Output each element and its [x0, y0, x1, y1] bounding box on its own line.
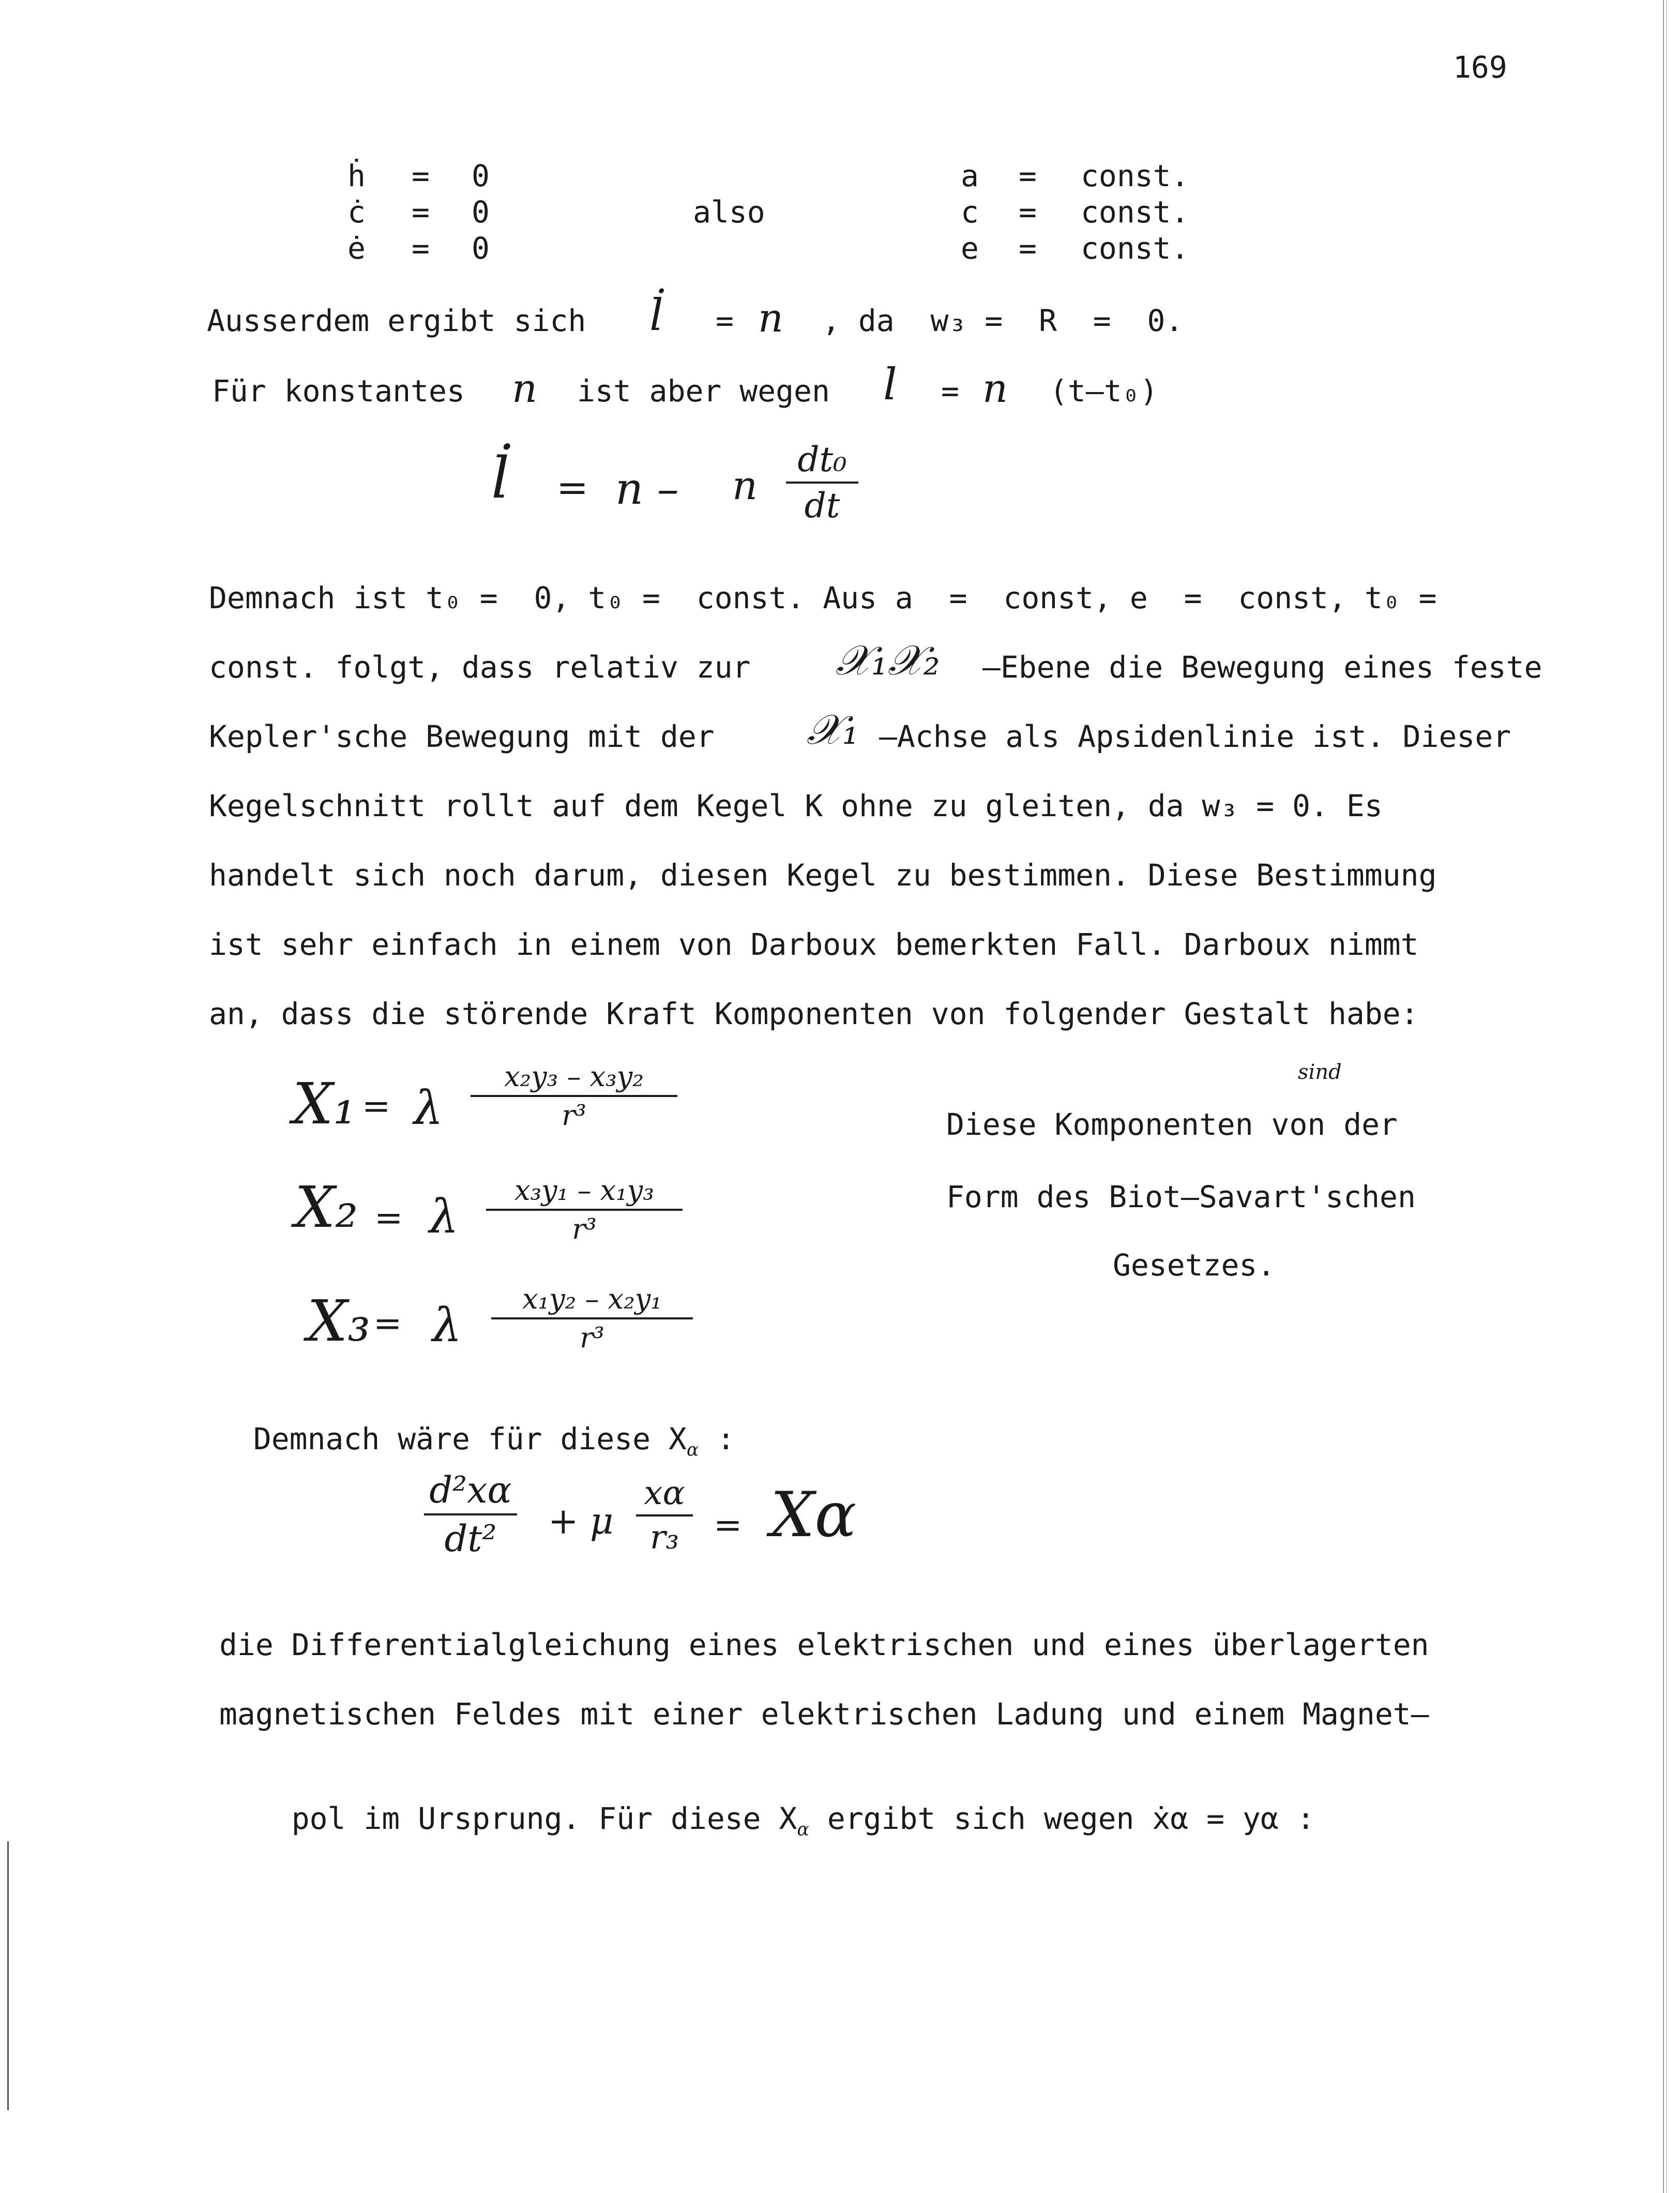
force-eq-lambda: λ — [432, 1298, 462, 1353]
diff-eq-num-2: xα — [644, 1474, 685, 1512]
force-eq-num: x₁y₂ – x₂y₁ — [522, 1283, 662, 1315]
fraction-bar — [786, 482, 858, 484]
side-note-line: Gesetzes. — [1113, 1248, 1276, 1283]
eq-left-2-eq: = — [412, 194, 430, 230]
side-note-line: Form des Biot–Savart'schen — [946, 1179, 1416, 1214]
eq-l-dot-num: dt₀ — [797, 440, 847, 479]
force-eq-fraction — [486, 1174, 683, 1245]
diff-eq-den-1: dt² — [444, 1518, 497, 1560]
force-eq-lambda: λ — [429, 1190, 459, 1244]
force-eq-eq: = — [362, 1086, 391, 1126]
force-eq-num: x₃y₁ – x₁y₃ — [514, 1174, 654, 1207]
page-edge-line — [1663, 0, 1664, 2193]
fraction-bar — [636, 1514, 693, 1516]
eq-l-dot-term2: n — [732, 462, 758, 508]
fuer-eq: = — [941, 373, 959, 409]
diff-eq-fraction-1 — [424, 1469, 517, 1560]
alpha-subscript: α — [797, 1819, 809, 1840]
eq-right-1-eq: = — [1019, 158, 1037, 193]
line-demnach-waere — [217, 1386, 735, 1461]
paragraph-line: Kegelschnitt rollt auf dem Kegel K ohne zu gleiten, da w₃ = 0. Es — [209, 788, 1383, 823]
handwritten-l: l — [883, 359, 897, 410]
diff-eq-eq: = — [714, 1505, 743, 1545]
paragraph-line-tail: –Achse als Apsidenlinie ist. Dieser — [879, 719, 1511, 754]
force-eq-lhs: X₂ — [295, 1174, 358, 1240]
eq-left-2-rhs: 0 — [472, 194, 490, 230]
paragraph-line: ist sehr einfach in einem von Darboux bemerkten Fall. Darboux nimmt — [209, 927, 1419, 962]
page-number: 169 — [1453, 50, 1507, 85]
fraction-bar — [424, 1513, 517, 1515]
paragraph-line: Demnach ist t₀ = 0, t₀ = const. Aus a = const, e = const, t₀ = — [209, 580, 1437, 615]
diff-eq-fraction-2 — [636, 1474, 693, 1557]
eq-left-3-rhs: 0 — [472, 231, 490, 266]
eq-right-1-rhs: const. — [1081, 158, 1189, 193]
paragraph-line: handelt sich noch darum, diesen Kegel zu bestimmen. Diese Bestimmung — [209, 858, 1437, 893]
ausserdem-text: Ausserdem ergibt sich — [207, 303, 586, 338]
fuer-mid: ist aber wegen — [577, 373, 830, 409]
fraction-bar — [471, 1095, 677, 1097]
eq-l-dot-lhs: l̇ — [491, 445, 510, 511]
demnach-waere-text: Demnach wäre für diese X — [253, 1421, 687, 1456]
alpha-subscript: α — [686, 1439, 699, 1461]
diff-eq-num-1: d²xα — [429, 1469, 512, 1511]
paragraph-line: Kepler'sche Bewegung mit der — [209, 719, 715, 754]
paragraph-line: an, dass die störende Kraft Komponenten von folgender Gestalt habe: — [209, 996, 1419, 1031]
fuer-post: (t–t₀) — [1050, 373, 1158, 409]
ausserdem-eq: = — [716, 303, 734, 338]
colon: : — [717, 1421, 735, 1456]
fraction-bar — [486, 1209, 683, 1211]
force-eq-lambda: λ — [414, 1081, 444, 1135]
closing-line-last — [219, 1766, 1315, 1875]
eq-l-dot-den: dt — [804, 486, 840, 525]
eq-left-3-eq: = — [412, 231, 430, 266]
fraction-bar — [491, 1317, 693, 1319]
force-eq-den: r³ — [562, 1099, 586, 1132]
side-note-line: Diese Komponenten von der — [946, 1107, 1398, 1142]
diff-eq-rhs: Xα — [770, 1479, 857, 1551]
eq-left-1-eq: = — [412, 158, 430, 193]
eq-left-1-rhs: 0 — [472, 158, 490, 193]
paragraph-line: const. folgt, dass relativ zur — [209, 650, 751, 685]
force-eq-fraction — [471, 1060, 677, 1132]
handwritten-n: n — [512, 365, 537, 411]
closing-line-text: pol im Ursprung. Für diese X — [291, 1801, 797, 1836]
paragraph-line-tail: –Ebene die Bewegung eines feste — [982, 650, 1542, 685]
eq-right-1-lhs: a — [961, 158, 979, 193]
eq-right-2-rhs: const. — [1081, 194, 1189, 230]
force-eq-eq: = — [373, 1303, 402, 1343]
force-eq-lhs: X₃ — [307, 1288, 371, 1354]
force-eq-den: r³ — [580, 1321, 604, 1354]
force-eq-fraction — [491, 1283, 693, 1354]
closing-line: die Differentialgleichung eines elektrischen und eines überlagerten — [219, 1627, 1429, 1662]
handwritten-x1: 𝒳₁ — [807, 705, 859, 754]
handwritten-x1x2: 𝒳₁𝒳₂ — [836, 636, 940, 684]
force-eq-num: x₂y₃ – x₃y₂ — [504, 1060, 644, 1093]
eq-right-2-lhs: c — [961, 194, 979, 230]
eq-l-dot-eq: = — [556, 465, 589, 510]
eq-left-1-lhs: ḣ — [347, 158, 366, 193]
ausserdem-post: , da w₃ = R = 0. — [822, 303, 1184, 338]
eq-right-3-eq: = — [1019, 231, 1037, 266]
page-edge-line — [1666, 0, 1667, 2193]
handwritten-l-dot: l̇ — [649, 290, 663, 340]
eq-l-dot-term1: n – — [615, 463, 679, 514]
handwritten-insertion: sind — [1298, 1060, 1342, 1084]
eq-right-2-eq: = — [1019, 194, 1037, 230]
eq-right-3-rhs: const. — [1081, 231, 1189, 266]
diff-eq-plus-mu: + μ — [548, 1500, 614, 1542]
closing-line-end: ergibt sich wegen ẋα = yα : — [809, 1801, 1315, 1836]
closing-line: magnetischen Feldes mit einer elektrischen Ladung und einem Magnet– — [219, 1696, 1429, 1732]
eq-left-3-lhs: ė — [347, 231, 366, 266]
force-eq-den: r³ — [572, 1213, 597, 1245]
eq-right-3-lhs: e — [961, 231, 979, 266]
also-label: also — [693, 194, 765, 230]
eq-l-dot-fraction — [786, 440, 858, 525]
eq-left-2-lhs: ċ — [347, 194, 366, 230]
diff-eq-den-2: r₃ — [649, 1519, 679, 1557]
force-eq-lhs: X₁ — [293, 1071, 356, 1137]
fuer-text: Für konstantes — [212, 373, 465, 409]
handwritten-n: n — [982, 365, 1008, 411]
force-eq-eq: = — [374, 1198, 403, 1238]
handwritten-n: n — [758, 295, 783, 341]
page-edge-line-left — [7, 1841, 9, 2110]
